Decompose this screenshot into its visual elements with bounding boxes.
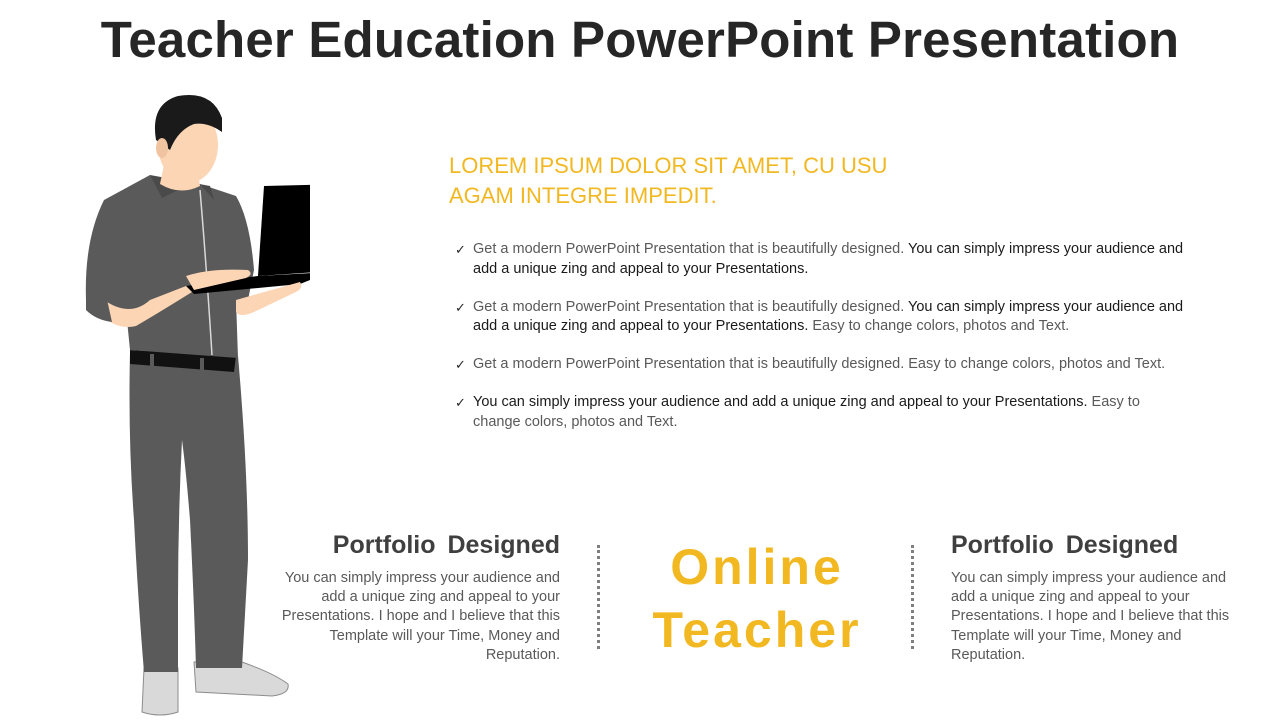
- bullet-item: [455, 393, 1185, 432]
- bullet-text: Get a modern PowerPoint Presentation that is beautifully designed.: [473, 241, 908, 257]
- bullet-text-emphasis: You can simply impress your audience and add a unique zing and appeal to your Presentations.: [473, 394, 1088, 410]
- check-icon: ✓: [455, 395, 466, 410]
- headline-line-1: LOREM IPSUM DOLOR SIT AMET, CU USU: [449, 153, 888, 178]
- bullet-item: [455, 298, 1185, 337]
- center-line-2: Teacher: [652, 602, 862, 658]
- headline-line-2: AGAM INTEGRE IMPEDIT.: [449, 183, 717, 208]
- bullet-text-emphasis: You can simply impress your audience and add a unique zing and appeal to your Presentations.: [473, 241, 1184, 277]
- bullet-item: [455, 240, 1185, 279]
- bullet-item: [455, 355, 1185, 375]
- check-icon: ✓: [455, 299, 466, 315]
- left-dotted-divider: [597, 545, 600, 649]
- bullet-text: Get a modern PowerPoint Presentation that is beautifully designed.: [473, 298, 908, 315]
- online-teacher-label[interactable]: [612, 536, 902, 662]
- bullet-text: Get a modern PowerPoint Presentation that is beautifully designed. Easy to change colors, photos and Text.: [473, 356, 1166, 372]
- pants: [130, 352, 249, 672]
- shirt: [86, 175, 254, 358]
- headline: [449, 151, 989, 211]
- slide-title[interactable]: Teacher Education PowerPoint Presentation: [100, 11, 1180, 68]
- right-dotted-divider: [911, 545, 914, 649]
- bullet-list: [455, 240, 1185, 451]
- bullet-text-emphasis: You can simply impress your audience and add a unique zing and appeal to your Presentations.: [473, 298, 1184, 334]
- check-icon: ✓: [455, 242, 466, 257]
- check-icon: ✓: [455, 357, 466, 372]
- laptop-screen: [258, 184, 310, 276]
- bullet-text-tail: Easy to change colors, photos and Text.: [808, 318, 1070, 334]
- center-line-1: Online: [670, 539, 844, 595]
- right-column-text[interactable]: You can simply impress your audience and add a unique zing and appeal to your Presentations. I hope and I believe that this Template will your Time, Money and Reputation.: [951, 570, 1230, 663]
- left-shoe: [142, 668, 178, 715]
- left-column-title[interactable]: Portfolio Designed: [332, 531, 560, 559]
- right-column-title[interactable]: Portfolio Designed: [951, 531, 1179, 559]
- teacher-with-laptop-illustration: [80, 90, 310, 720]
- bullet-text-tail: Easy to change colors, photos and Text.: [473, 394, 1140, 430]
- left-column-text[interactable]: You can simply impress your audience and add a unique zing and appeal to your Presentations. I hope and I believe that this Template will your Time, Money and Reputation.: [281, 570, 560, 663]
